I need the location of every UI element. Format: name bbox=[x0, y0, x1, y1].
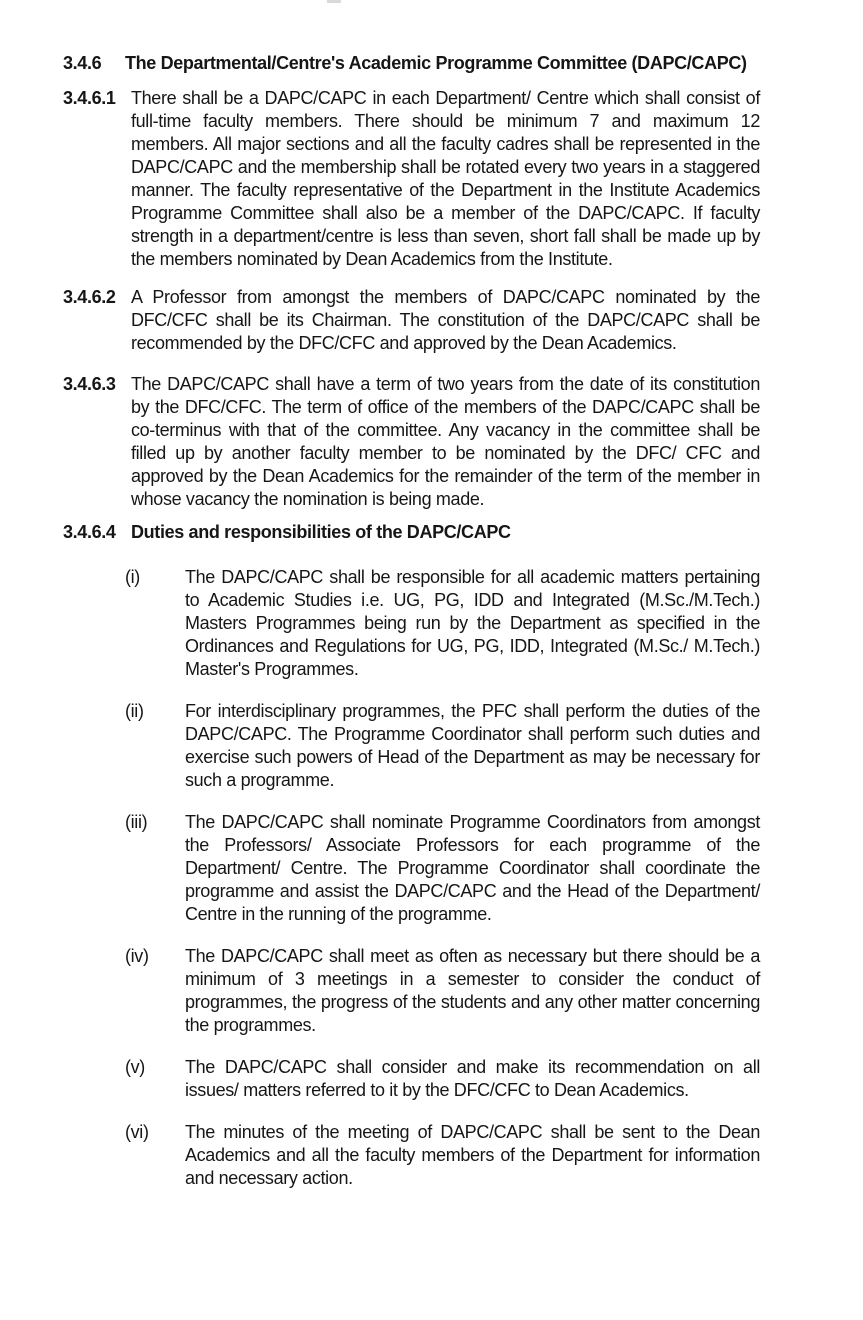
section-number: 3.4.6 bbox=[63, 53, 102, 73]
duty-marker: (ii) bbox=[125, 701, 144, 721]
duty-marker: (iv) bbox=[125, 946, 149, 966]
duty-text: The DAPC/CAPC shall meet as often as necessary but there should be a minimum of 3 meetings in a semester to consider the conduct of programmes, the progress of the students and any other matter concerning the programmes. bbox=[185, 946, 760, 1035]
duty-marker: (iii) bbox=[125, 812, 148, 832]
duty-item-iii bbox=[125, 811, 760, 926]
clause-number: 3.4.6.3 bbox=[63, 374, 116, 394]
duty-text: The DAPC/CAPC shall consider and make its recommendation on all issues/ matters referred to it by the DFC/CFC to Dean Academics. bbox=[185, 1057, 760, 1100]
clause-3-4-6-1 bbox=[63, 87, 760, 271]
duty-marker: (vi) bbox=[125, 1122, 149, 1142]
subsection-number: 3.4.6.4 bbox=[63, 522, 116, 542]
duty-text: The DAPC/CAPC shall be responsible for all academic matters pertaining to Academic Studies i.e. UG, PG, IDD and Integrated (M.Sc./M.Tech.) Masters Programmes being run by the Department as specified in the Ordinances and Regulations for UG, PG, IDD, Integrated (M.Sc./ M.Tech.) Master's Programmes. bbox=[185, 567, 760, 679]
clause-3-4-6-2 bbox=[63, 286, 760, 355]
duty-text: The minutes of the meeting of DAPC/CAPC shall be sent to the Dean Academics and all the faculty members of the Department for information and necessary action. bbox=[185, 1122, 760, 1188]
clause-number: 3.4.6.2 bbox=[63, 287, 116, 307]
clause-text: The DAPC/CAPC shall have a term of two years from the date of its constitution by the DFC/CFC. The term of office of the members of the DAPC/CAPC shall be co-terminus with that of the committee. Any vacancy in the committee shall be filled up by another faculty member to be nominated by the DFC/ CFC and approved by the Dean Academics for the remainder of the term of the member in whose vacancy the nomination is being made. bbox=[131, 374, 760, 509]
duty-item-iv bbox=[125, 945, 760, 1037]
duty-marker: (i) bbox=[125, 567, 140, 587]
duty-text: The DAPC/CAPC shall nominate Programme Coordinators from amongst the Professors/ Associate Professors for each programme of the Department/ Centre. The Programme Coordinator shall coordinate the programme and assist the DAPC/CAPC and the Head of the Department/ Centre in the running of the programme. bbox=[185, 812, 760, 924]
subsection-heading bbox=[63, 521, 760, 544]
duty-item-i bbox=[125, 566, 760, 681]
duty-item-vi bbox=[125, 1121, 760, 1190]
clause-text: There shall be a DAPC/CAPC in each Department/ Centre which shall consist of full-time faculty members. There should be minimum 7 and maximum 12 members. All major sections and all the faculty cadres shall be represented in the DAPC/CAPC and the membership shall be rotated every two years in a staggered manner. The faculty representative of the Department in the Institute Academics Programme Committee shall also be a member of the DAPC/CAPC. If faculty strength in a department/centre is less than seven, short fall shall be made up by the members nominated by Dean Academics from the Institute. bbox=[131, 88, 760, 269]
duties-list bbox=[125, 566, 760, 1190]
clause-number: 3.4.6.1 bbox=[63, 88, 116, 108]
duty-item-ii bbox=[125, 700, 760, 792]
clause-3-4-6-3 bbox=[63, 373, 760, 511]
subsection-title: Duties and responsibilities of the DAPC/CAPC bbox=[131, 522, 511, 542]
clause-text: A Professor from amongst the members of DAPC/CAPC nominated by the DFC/CFC shall be its Chairman. The constitution of the DAPC/CAPC shall be recommended by the DFC/CFC and approved by the Dean Academics. bbox=[131, 287, 760, 353]
section-heading bbox=[63, 50, 760, 76]
duty-item-v bbox=[125, 1056, 760, 1102]
duty-text: For interdisciplinary programmes, the PFC shall perform the duties of the DAPC/CAPC. The Programme Coordinator shall perform such duties and exercise such powers of Head of the Department as may be necessary for such a programme. bbox=[185, 701, 760, 790]
section-title: The Departmental/Centre's Academic Programme Committee (DAPC/CAPC) bbox=[125, 53, 747, 73]
page-top-artifact bbox=[327, 0, 341, 3]
duty-marker: (v) bbox=[125, 1057, 145, 1077]
